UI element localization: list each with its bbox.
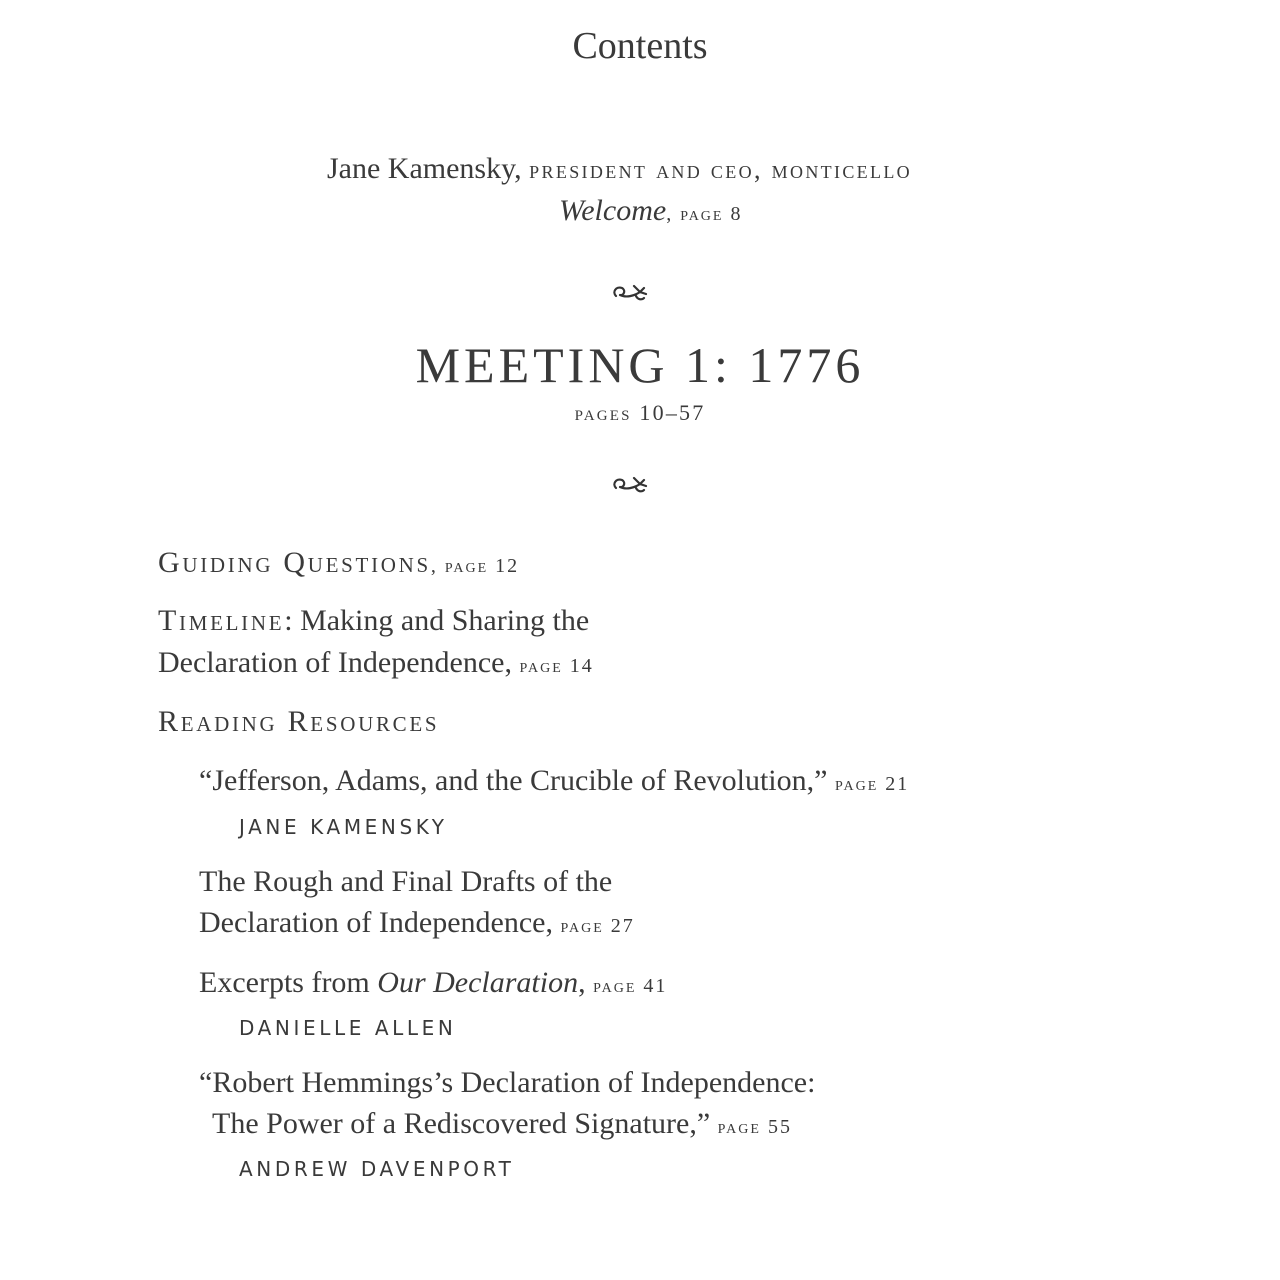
guiding-questions-page: , page 12 — [430, 555, 520, 577]
welcome-page: , page 8 — [666, 203, 743, 225]
reading-4-author: ANDREW DAVENPORT — [239, 1157, 515, 1181]
reading-3-suffix: , — [578, 966, 586, 999]
guiding-questions-label: Guiding Questions — [158, 546, 431, 579]
welcome-name: Jane Kamensky, — [327, 152, 522, 185]
timeline-text-1: : Making and Sharing the — [284, 604, 590, 637]
reading-3 — [199, 966, 667, 1000]
timeline-label: Timeline — [158, 604, 285, 637]
reading-3-author: DANIELLE ALLEN — [239, 1016, 457, 1040]
ornament-icon — [610, 470, 654, 503]
reading-3-italic-title: Our Declaration — [377, 966, 579, 999]
timeline-entry — [158, 604, 589, 638]
reading-4-line1: “Robert Hemmings’s Declaration of Independence: — [199, 1066, 816, 1099]
reading-resources-label: Reading Resources — [158, 705, 440, 738]
reading-4-page: page 55 — [717, 1116, 792, 1138]
timeline-entry-line2 — [158, 646, 594, 680]
reading-3-page: page 41 — [593, 975, 668, 997]
welcome-title-line — [559, 194, 742, 228]
reading-2-title: Declaration of Independence, — [199, 906, 553, 939]
guiding-questions-entry — [158, 546, 519, 580]
meeting-pages: pages 10–57 — [574, 400, 706, 425]
reading-4-line2 — [212, 1107, 792, 1141]
page-title: Contents — [572, 25, 708, 67]
reading-1 — [199, 764, 909, 798]
ornament-icon — [610, 278, 654, 311]
welcome-role: president and ceo, monticello — [529, 155, 913, 184]
reading-2-page: page 27 — [560, 915, 635, 937]
reading-1-page: page 21 — [834, 773, 910, 795]
timeline-page: page 14 — [519, 655, 594, 677]
reading-3-prefix: Excerpts from — [199, 966, 378, 999]
reading-2-line1: The Rough and Final Drafts of the — [199, 865, 613, 898]
meeting-title: MEETING 1: 1776 — [415, 337, 865, 393]
reading-2-line2 — [199, 906, 635, 940]
reading-1-author: JANE KAMENSKY — [239, 815, 448, 839]
reading-1-title: “Jefferson, Adams, and the Crucible of Revolution,” — [199, 764, 828, 797]
welcome-entry — [327, 152, 912, 186]
welcome-title: Welcome — [559, 194, 667, 227]
timeline-text-2: Declaration of Independence, — [158, 646, 512, 679]
reading-4-title: The Power of a Rediscovered Signature,” — [212, 1107, 711, 1140]
